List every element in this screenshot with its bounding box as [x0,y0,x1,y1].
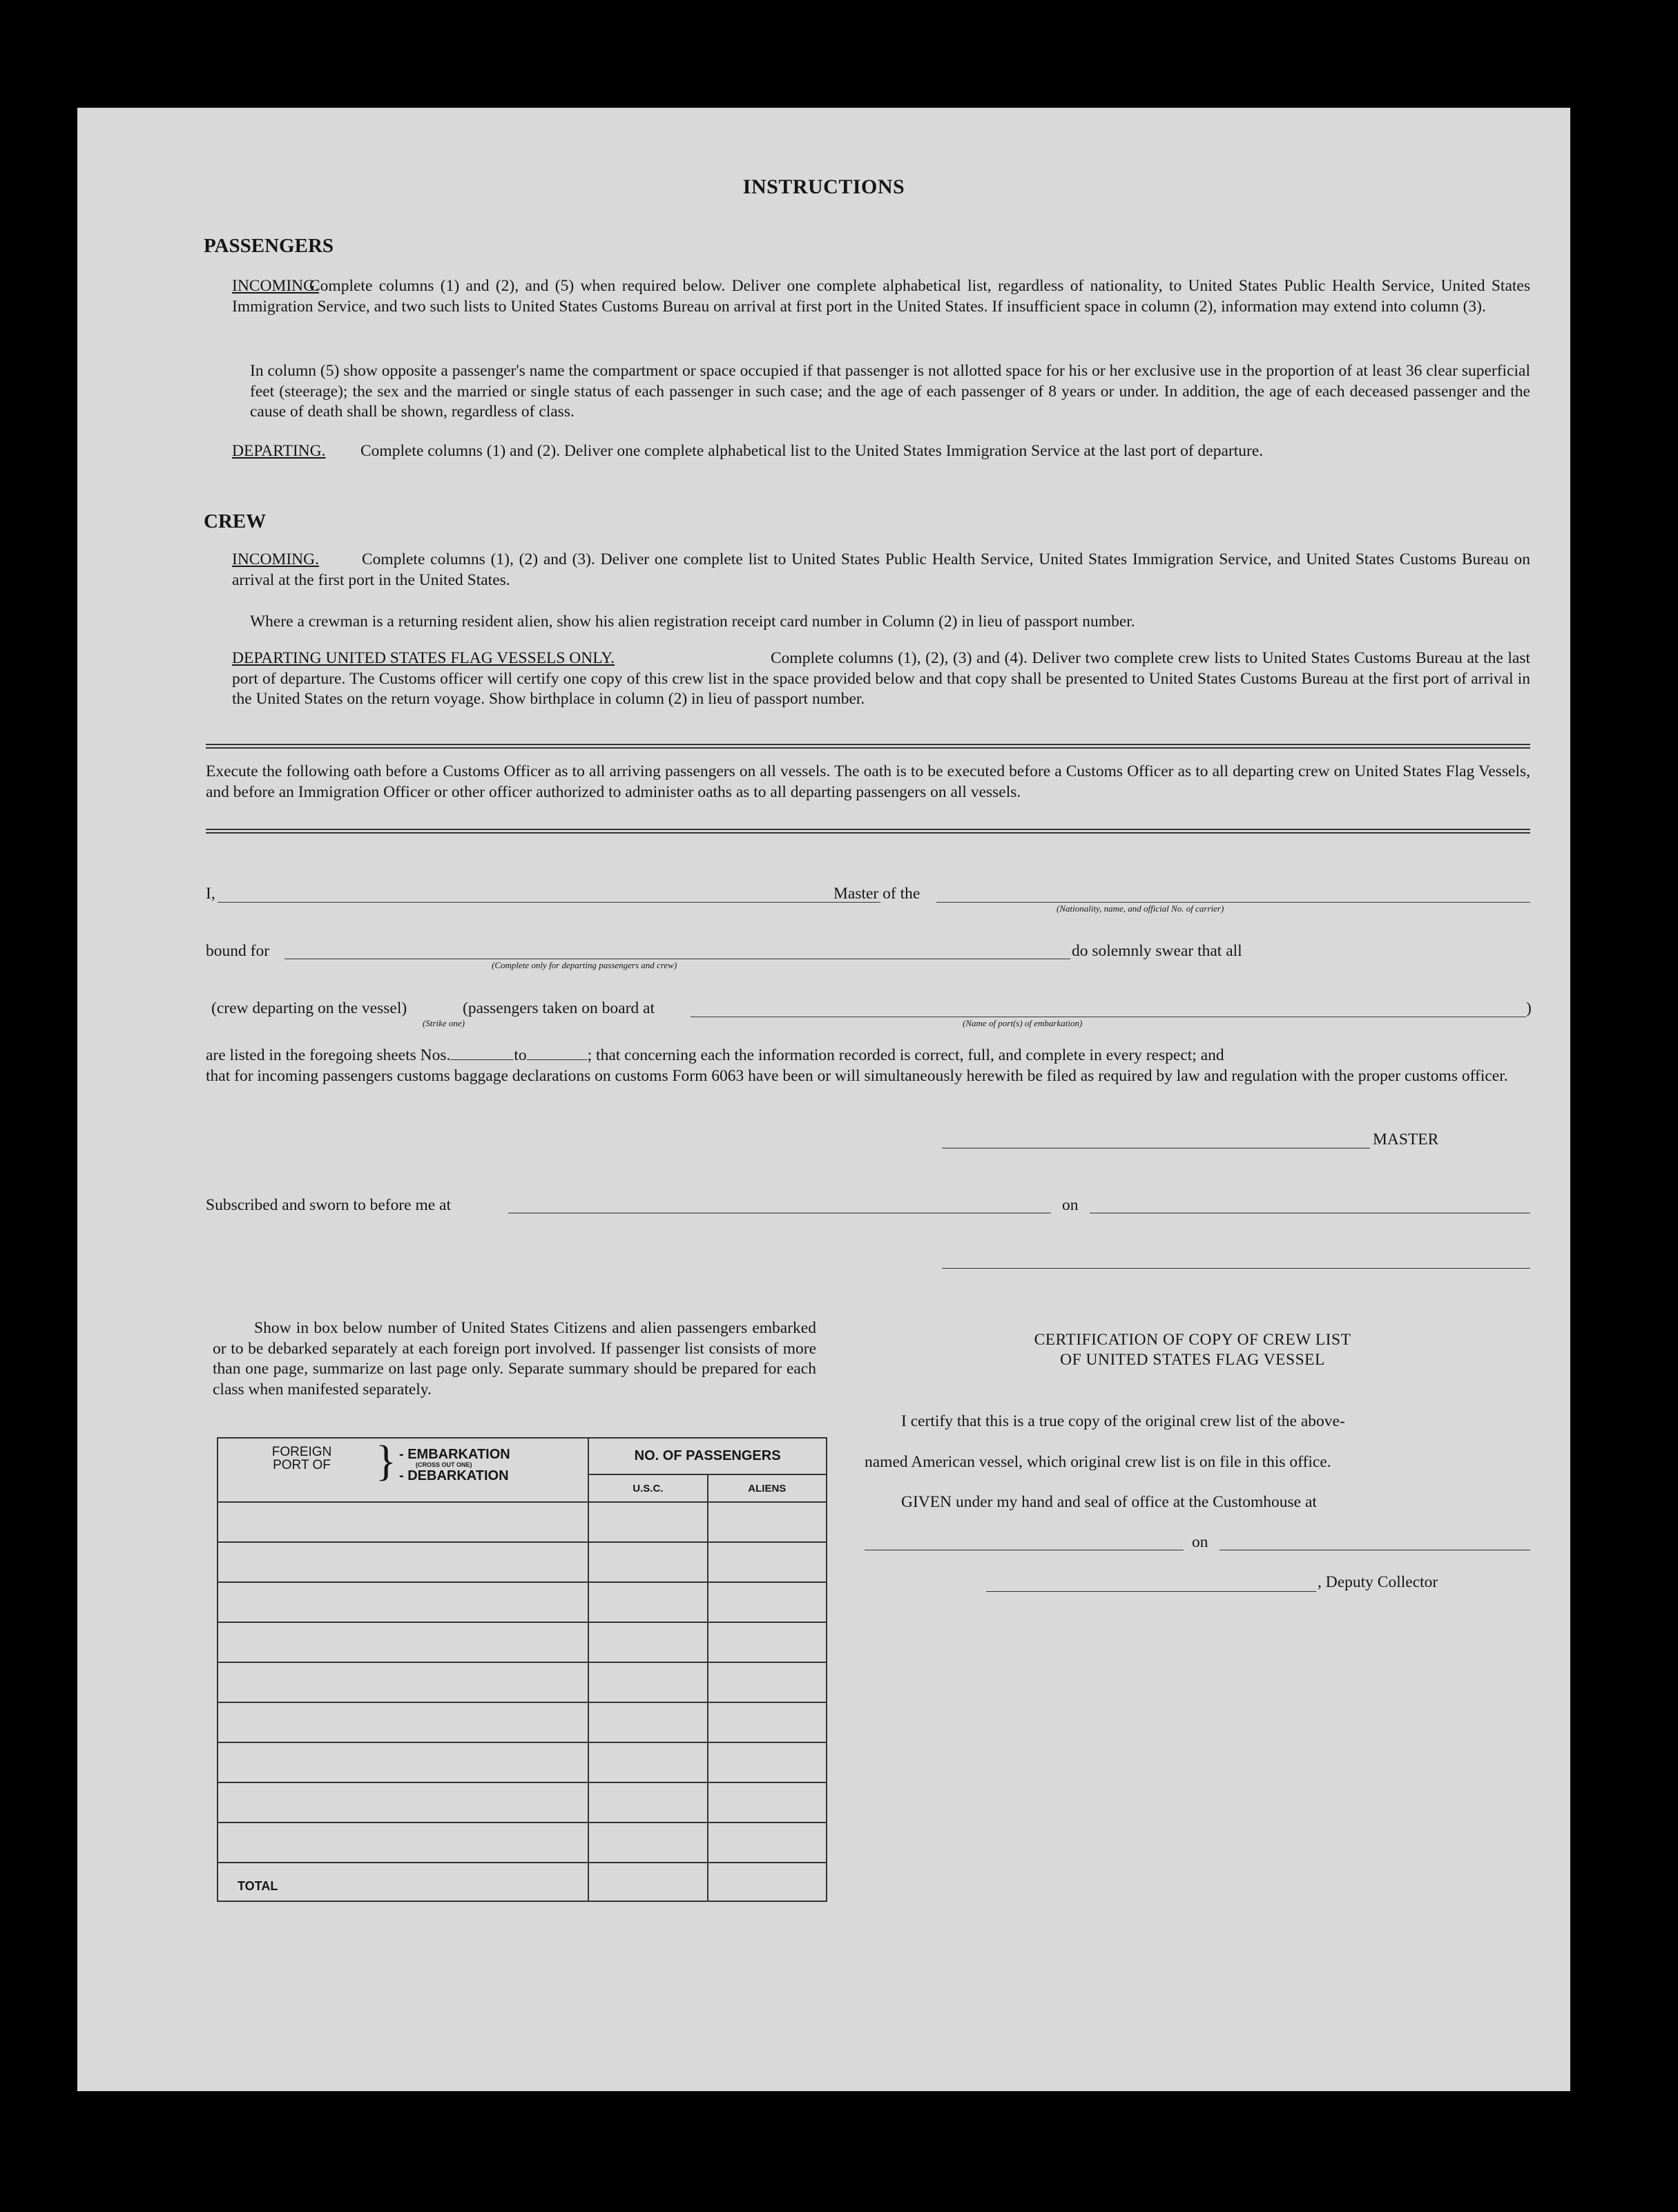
master-of-label: Master of the [833,885,920,903]
embarkation-label: - EMBARKATION [399,1447,510,1462]
section-divider [206,744,1530,749]
port-cell[interactable] [218,1662,588,1702]
certification-heading-2: OF UNITED STATES FLAG VESSEL [1060,1351,1325,1369]
master-label: MASTER [1373,1131,1439,1148]
aliens-total-cell[interactable] [708,1863,827,1901]
port-cell[interactable] [218,1582,588,1622]
crew-departing-paren: (crew departing on the vessel) [211,999,407,1017]
passengers-incoming-label: INCOMING. [232,277,319,295]
port-cell[interactable] [218,1622,588,1662]
listed-rest: ; that concerning each the information recorded is correct, full, and complete in every respect; and [587,1046,1224,1064]
oath-instruction: Execute the following oath before a Customs Officer as to all arriving passengers on all vessels. The oath is to be executed before a Customs Officer as to all departing crew on United States Flag Vessels, and before an Immigration Officer or other officer authorized to administer oaths as to all departing passengers on all vessels. [206,762,1530,801]
summary-instruction: Show in box below number of United States Citizens and alien passengers embarked or to be debarked separately at each foreign port involved. If passenger list consists of more than one page, summarize on last page only. Separate summary should be prepared for each class when manifested separately. [213,1319,816,1398]
deputy-collector-label: , Deputy Collector [1318,1573,1438,1591]
certification-on-label: on [1192,1533,1208,1551]
aliens-cell[interactable] [708,1702,827,1742]
section-divider [206,829,1530,834]
page-title: INSTRUCTIONS [742,175,905,198]
officer-signature-field[interactable] [942,1268,1530,1269]
subscribed-label: Subscribed and sworn to before me at [206,1196,452,1214]
aliens-cell[interactable] [708,1662,827,1702]
certification-text-1: I certify that this is a true copy of the original crew list of the above- [901,1412,1345,1430]
aliens-header: ALIENS [708,1474,827,1502]
passengers-incoming-text: Complete columns (1) and (2), and (5) when required below. Deliver one complete alphabetical list, regardless of nationality, to United States Public Health Service, United States Immigration Service, and two such lists to United States Customs Bureau on arrival at first port in the United States. If insufficient space in column (2), information may extend into column (3). [232,277,1530,316]
aliens-cell[interactable] [708,1782,827,1823]
listed-line-1 [206,1046,1530,1066]
passenger-summary-table [217,1437,827,1902]
usc-cell[interactable] [588,1782,707,1823]
port-hint: (Name of port(s) of embarkation) [963,1018,1083,1028]
master-name-field[interactable] [218,902,880,903]
usc-cell[interactable] [588,1542,707,1582]
port-cell[interactable] [218,1702,588,1742]
passengers-taken-paren: (passengers taken on board at [463,999,655,1017]
port-cell[interactable] [218,1823,588,1863]
foreign-port-label: FOREIGN PORT OF [271,1445,332,1472]
crew-heading: CREW [204,510,267,532]
usc-cell[interactable] [588,1702,707,1742]
oath-i-label: I, [206,885,215,903]
usc-total-cell[interactable] [588,1863,707,1901]
aliens-cell[interactable] [708,1742,827,1782]
sheets-nos-label: are listed in the foregoing sheets Nos. [206,1046,451,1064]
no-passengers-header: NO. OF PASSENGERS [588,1438,827,1474]
port-cell[interactable] [218,1782,588,1823]
cross-out-hint: (CROSS OUT ONE) [416,1461,472,1468]
swear-label: do solemnly swear that all [1072,942,1242,960]
crew-departing-text: Complete columns (1), (2), (3) and (4). Deliver two complete crew lists to United States Customs Bureau at the last port of departure. The Customs officer will certify one copy of this crew list in the space provided below and that copy shall be presented to United States Customs Bureau at the first port of arrival in the United States on the return voyage. Show birthplace in column (2) in lieu of passport number. [232,649,1530,708]
certification-text-2: named American vessel, which original crew list is on file in this office. [865,1453,1331,1471]
aliens-cell[interactable] [708,1502,827,1542]
usc-header: U.S.C. [588,1474,707,1502]
sheet-from-field[interactable] [450,1059,514,1060]
usc-cell[interactable] [588,1823,707,1863]
debarkation-label: - DEBARKATION [399,1468,509,1483]
usc-cell[interactable] [588,1502,707,1542]
crew-resident-text: Where a crewman is a returning resident alien, show his alien registration receipt card number in Column (2) in lieu of passport number. [250,613,1135,631]
passengers-heading: PASSENGERS [204,235,334,257]
port-cell[interactable] [218,1542,588,1582]
deputy-collector-signature[interactable] [986,1591,1316,1592]
passengers-departing-label: DEPARTING. [232,442,326,460]
total-label: TOTAL [218,1863,588,1901]
carrier-hint: (Nationality, name, and official No. of carrier) [1057,903,1224,914]
aliens-cell[interactable] [708,1582,827,1622]
aliens-cell[interactable] [708,1622,827,1662]
strike-hint: (Strike one) [423,1018,465,1028]
crew-incoming-label: INCOMING. [232,550,319,568]
passengers-departing-text: Complete columns (1) and (2). Deliver one complete alphabetical list to the United States Immigration Service at the last port of departure. [360,442,1264,460]
bound-for-hint: (Complete only for departing passengers and crew) [492,960,677,970]
foreign-port-header [218,1438,588,1502]
carrier-field[interactable] [936,902,1530,903]
port-cell[interactable] [218,1742,588,1782]
port-cell[interactable] [218,1502,588,1542]
usc-cell[interactable] [588,1622,707,1662]
crew-incoming-text: Complete columns (1), (2) and (3). Deliver one complete list to United States Public Health Service, United States Immigration Service, and United States Customs Bureau on arrival at the first port in the United States. [232,550,1530,589]
brace-glyph: } [376,1438,396,1485]
close-paren: ) [1526,999,1532,1017]
certification-heading-1: CERTIFICATION OF COPY OF CREW LIST [1034,1331,1351,1349]
to-label: to [514,1046,527,1064]
sheet-to-field[interactable] [527,1059,588,1060]
listed-line-2: that for incoming passengers customs baggage declarations on customs Form 6063 have been or will simultaneously herewith be filed as required by law and regulation with the proper customs officer. [206,1067,1508,1085]
usc-cell[interactable] [588,1582,707,1622]
sworn-on-label: on [1062,1196,1079,1214]
aliens-cell[interactable] [708,1823,827,1863]
form-page [77,108,1570,2091]
passengers-column5-text: In column (5) show opposite a passenger's name the compartment or space occupied if that passenger is not allotted space for his or her exclusive use in the proportion of at least 36 clear superficial feet (steerage); the sex and the married or single status of each passenger in such case; and the age of each passenger of 8 years or under. In addition, the age of each deceased passenger and the cause of death shall be shown, regardless of class. [250,362,1530,421]
aliens-cell[interactable] [708,1542,827,1582]
crew-departing-label: DEPARTING UNITED STATES FLAG VESSELS ONLY. [232,649,615,667]
bound-for-label: bound for [206,942,270,960]
certification-text-3: GIVEN under my hand and seal of office at the Customhouse at [901,1493,1317,1511]
usc-cell[interactable] [588,1662,707,1702]
usc-cell[interactable] [588,1742,707,1782]
